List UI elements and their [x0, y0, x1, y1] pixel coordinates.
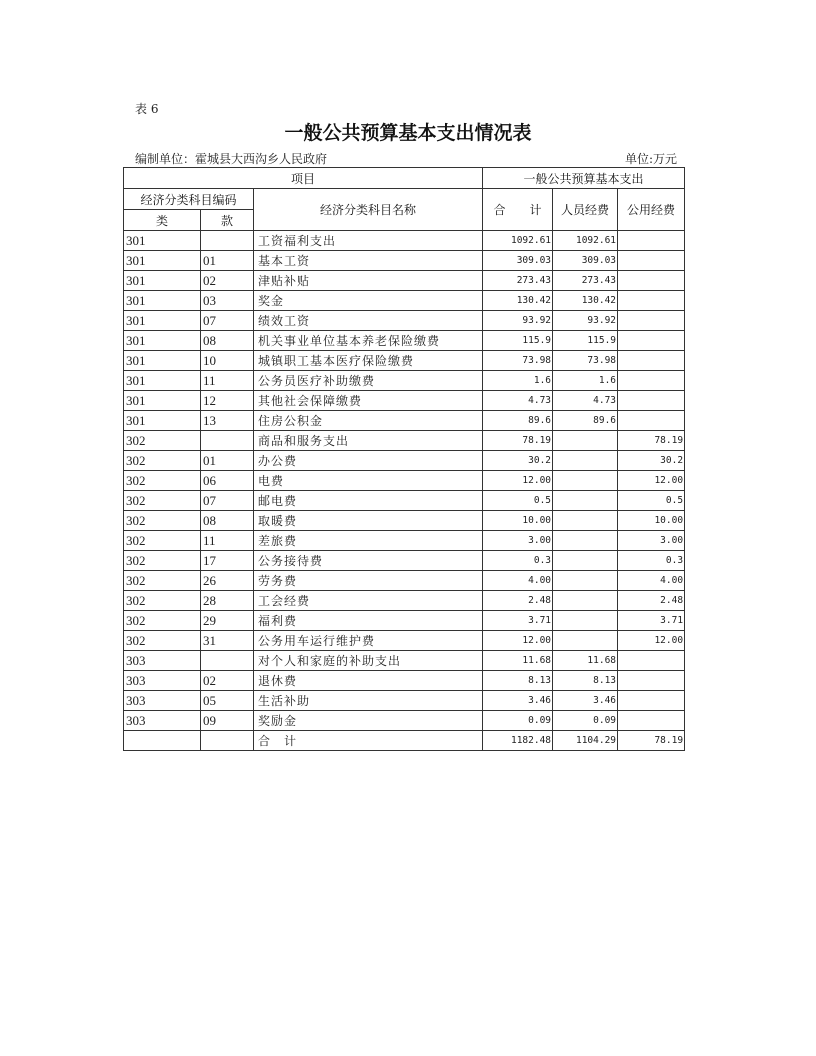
cell-total: 89.6 — [483, 411, 553, 431]
cell-lei: 301 — [124, 251, 201, 271]
cell-lei: 302 — [124, 591, 201, 611]
cell-name: 工资福利支出 — [254, 231, 483, 251]
cell-total: 0.3 — [483, 551, 553, 571]
cell-personnel: 93.92 — [553, 311, 618, 331]
compiler-unit: 编制单位：霍城县大西沟乡人民政府 — [135, 152, 328, 166]
cell-name: 差旅费 — [254, 531, 483, 551]
cell-total: 4.73 — [483, 391, 553, 411]
cell-public: 10.00 — [618, 511, 685, 531]
cell-total: 2.48 — [483, 591, 553, 611]
header-econ-code: 经济分类科目编码 — [124, 189, 254, 210]
cell-kuan: 29 — [201, 611, 254, 631]
cell-total: 73.98 — [483, 351, 553, 371]
cell-kuan: 05 — [201, 691, 254, 711]
cell-name: 电费 — [254, 471, 483, 491]
cell-personnel: 115.9 — [553, 331, 618, 351]
table-row — [124, 331, 685, 351]
cell-public: 3.00 — [618, 531, 685, 551]
cell-lei: 301 — [124, 371, 201, 391]
cell-lei: 302 — [124, 631, 201, 651]
cell-lei: 301 — [124, 311, 201, 331]
cell-public — [618, 351, 685, 371]
cell-lei: 302 — [124, 471, 201, 491]
table-row — [124, 251, 685, 271]
cell-lei: 302 — [124, 611, 201, 631]
cell-total: 4.00 — [483, 571, 553, 591]
cell-kuan: 11 — [201, 531, 254, 551]
cell-kuan: 06 — [201, 471, 254, 491]
cell-total: 78.19 — [483, 431, 553, 451]
cell-lei: 302 — [124, 551, 201, 571]
cell-name: 绩效工资 — [254, 311, 483, 331]
cell-name: 其他社会保障缴费 — [254, 391, 483, 411]
cell-personnel — [553, 471, 618, 491]
cell-public — [618, 331, 685, 351]
cell-total: 309.03 — [483, 251, 553, 271]
total-row — [124, 731, 685, 751]
cell-lei: 302 — [124, 491, 201, 511]
cell-public — [618, 671, 685, 691]
cell-public: 3.71 — [618, 611, 685, 631]
cell-personnel: 8.13 — [553, 671, 618, 691]
cell-public: 4.00 — [618, 571, 685, 591]
cell-kuan: 26 — [201, 571, 254, 591]
cell-kuan — [201, 651, 254, 671]
table-row — [124, 551, 685, 571]
cell-kuan: 07 — [201, 491, 254, 511]
table-row — [124, 531, 685, 551]
header-kuan: 款 — [201, 210, 254, 231]
header-total: 合 计 — [483, 189, 553, 231]
cell-name: 基本工资 — [254, 251, 483, 271]
table-row — [124, 711, 685, 731]
cell-public: 12.00 — [618, 631, 685, 651]
cell-kuan — [201, 231, 254, 251]
table-row — [124, 411, 685, 431]
cell-total: 3.46 — [483, 691, 553, 711]
cell-name: 公务接待费 — [254, 551, 483, 571]
budget-table — [123, 167, 685, 751]
cell-name: 奖励金 — [254, 711, 483, 731]
cell-public — [618, 291, 685, 311]
cell-name: 工会经费 — [254, 591, 483, 611]
cell-public — [618, 651, 685, 671]
cell-total: 12.00 — [483, 471, 553, 491]
total-personnel: 1104.29 — [553, 731, 618, 751]
header-public: 公用经费 — [618, 189, 685, 231]
table-row — [124, 471, 685, 491]
cell-lei: 301 — [124, 411, 201, 431]
currency-unit: 单位:万元 — [625, 152, 678, 166]
cell-personnel: 3.46 — [553, 691, 618, 711]
cell-personnel — [553, 551, 618, 571]
cell-lei: 302 — [124, 511, 201, 531]
cell-name: 公务员医疗补助缴费 — [254, 371, 483, 391]
cell-personnel — [553, 511, 618, 531]
cell-personnel: 11.68 — [553, 651, 618, 671]
cell-kuan: 31 — [201, 631, 254, 651]
cell-kuan: 09 — [201, 711, 254, 731]
cell-personnel: 130.42 — [553, 291, 618, 311]
cell-public — [618, 311, 685, 331]
cell-lei: 303 — [124, 691, 201, 711]
cell-total: 0.09 — [483, 711, 553, 731]
total-public: 78.19 — [618, 731, 685, 751]
cell-total: 3.71 — [483, 611, 553, 631]
cell-name: 奖金 — [254, 291, 483, 311]
cell-public — [618, 711, 685, 731]
cell-personnel: 89.6 — [553, 411, 618, 431]
cell-name: 商品和服务支出 — [254, 431, 483, 451]
cell-total: 0.5 — [483, 491, 553, 511]
cell-name: 退休费 — [254, 671, 483, 691]
cell-total: 1092.61 — [483, 231, 553, 251]
cell-public — [618, 271, 685, 291]
cell-name: 对个人和家庭的补助支出 — [254, 651, 483, 671]
cell-public: 0.3 — [618, 551, 685, 571]
table-row — [124, 491, 685, 511]
cell-total: 115.9 — [483, 331, 553, 351]
cell-public — [618, 691, 685, 711]
cell-personnel — [553, 451, 618, 471]
cell-name: 城镇职工基本医疗保险缴费 — [254, 351, 483, 371]
cell-lei: 301 — [124, 231, 201, 251]
cell-lei: 301 — [124, 391, 201, 411]
cell-public: 78.19 — [618, 431, 685, 451]
cell-total: 8.13 — [483, 671, 553, 691]
table-row — [124, 431, 685, 451]
cell-kuan: 01 — [201, 251, 254, 271]
cell-personnel: 1092.61 — [553, 231, 618, 251]
total-sum: 1182.48 — [483, 731, 553, 751]
table-row — [124, 651, 685, 671]
cell-total: 3.00 — [483, 531, 553, 551]
cell-lei: 303 — [124, 711, 201, 731]
cell-personnel — [553, 611, 618, 631]
cell-total: 273.43 — [483, 271, 553, 291]
cell-lei: 303 — [124, 651, 201, 671]
cell-total: 1.6 — [483, 371, 553, 391]
cell-kuan: 10 — [201, 351, 254, 371]
cell-public — [618, 231, 685, 251]
header-lei: 类 — [124, 210, 201, 231]
page-title: 一般公共预算基本支出情况表 — [284, 122, 532, 144]
cell-lei: 302 — [124, 531, 201, 551]
cell-total: 10.00 — [483, 511, 553, 531]
cell-personnel: 273.43 — [553, 271, 618, 291]
cell-personnel — [553, 531, 618, 551]
cell-kuan: 03 — [201, 291, 254, 311]
table-row — [124, 631, 685, 651]
cell-kuan: 11 — [201, 371, 254, 391]
table-row — [124, 391, 685, 411]
cell-total: 12.00 — [483, 631, 553, 651]
cell-empty — [201, 731, 254, 751]
table-row — [124, 591, 685, 611]
table-row — [124, 511, 685, 531]
cell-name: 机关事业单位基本养老保险缴费 — [254, 331, 483, 351]
cell-name: 生活补助 — [254, 691, 483, 711]
cell-personnel: 73.98 — [553, 351, 618, 371]
cell-lei: 303 — [124, 671, 201, 691]
cell-kuan — [201, 431, 254, 451]
cell-kuan: 13 — [201, 411, 254, 431]
table-row — [124, 671, 685, 691]
cell-personnel: 1.6 — [553, 371, 618, 391]
table-row — [124, 271, 685, 291]
cell-public: 0.5 — [618, 491, 685, 511]
header-personnel: 人员经费 — [553, 189, 618, 231]
cell-lei: 301 — [124, 331, 201, 351]
cell-personnel: 309.03 — [553, 251, 618, 271]
cell-kuan: 01 — [201, 451, 254, 471]
cell-kuan: 02 — [201, 671, 254, 691]
cell-public: 2.48 — [618, 591, 685, 611]
cell-kuan: 28 — [201, 591, 254, 611]
cell-total: 93.92 — [483, 311, 553, 331]
cell-lei: 302 — [124, 571, 201, 591]
cell-public: 30.2 — [618, 451, 685, 471]
table-row — [124, 291, 685, 311]
cell-name: 福利费 — [254, 611, 483, 631]
cell-empty — [124, 731, 201, 751]
table-row — [124, 571, 685, 591]
table-row — [124, 351, 685, 371]
cell-personnel: 0.09 — [553, 711, 618, 731]
table-row — [124, 451, 685, 471]
cell-name: 津贴补贴 — [254, 271, 483, 291]
cell-personnel — [553, 431, 618, 451]
cell-personnel — [553, 591, 618, 611]
table-tag: 表 6 — [135, 102, 159, 116]
cell-kuan: 08 — [201, 331, 254, 351]
cell-name: 公务用车运行维护费 — [254, 631, 483, 651]
cell-kuan: 07 — [201, 311, 254, 331]
header-econ-name: 经济分类科目名称 — [254, 189, 483, 231]
cell-name: 劳务费 — [254, 571, 483, 591]
cell-lei: 302 — [124, 451, 201, 471]
cell-lei: 301 — [124, 291, 201, 311]
table-row — [124, 231, 685, 251]
header-budget: 一般公共预算基本支出 — [483, 168, 685, 189]
table-row — [124, 611, 685, 631]
cell-name: 办公费 — [254, 451, 483, 471]
cell-lei: 301 — [124, 351, 201, 371]
table-row — [124, 311, 685, 331]
cell-personnel — [553, 571, 618, 591]
cell-public — [618, 411, 685, 431]
cell-public — [618, 251, 685, 271]
cell-total: 30.2 — [483, 451, 553, 471]
cell-public — [618, 391, 685, 411]
table-row — [124, 691, 685, 711]
cell-public — [618, 371, 685, 391]
header-item: 项目 — [124, 168, 483, 189]
cell-total: 11.68 — [483, 651, 553, 671]
cell-name: 邮电费 — [254, 491, 483, 511]
cell-kuan: 08 — [201, 511, 254, 531]
cell-kuan: 12 — [201, 391, 254, 411]
cell-name: 取暖费 — [254, 511, 483, 531]
cell-lei: 301 — [124, 271, 201, 291]
cell-total: 130.42 — [483, 291, 553, 311]
cell-lei: 302 — [124, 431, 201, 451]
cell-kuan: 02 — [201, 271, 254, 291]
cell-kuan: 17 — [201, 551, 254, 571]
table-row — [124, 371, 685, 391]
cell-public: 12.00 — [618, 471, 685, 491]
cell-personnel: 4.73 — [553, 391, 618, 411]
total-label: 合 计 — [254, 731, 483, 751]
table-body — [124, 231, 685, 751]
cell-personnel — [553, 491, 618, 511]
cell-name: 住房公积金 — [254, 411, 483, 431]
cell-personnel — [553, 631, 618, 651]
